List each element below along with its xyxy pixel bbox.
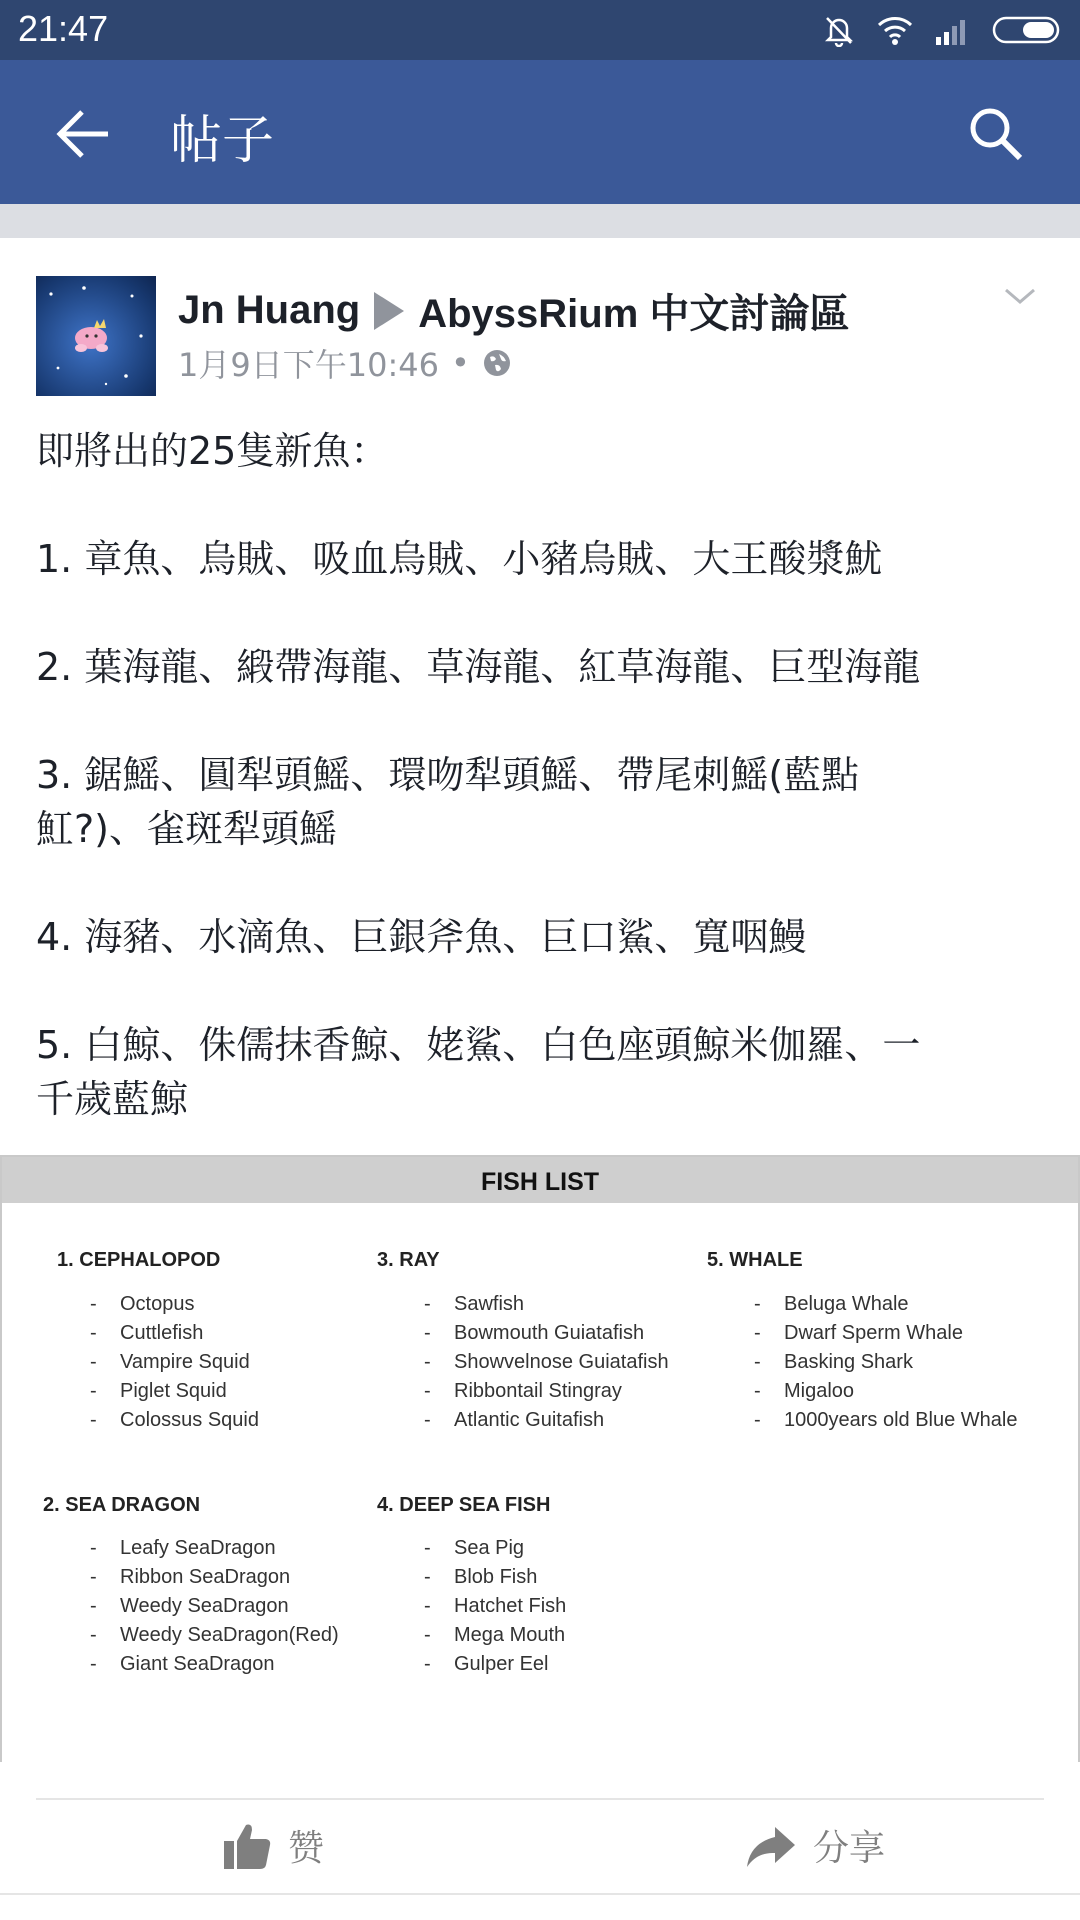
fish-item: - Ribbontail Stingray: [424, 1377, 669, 1406]
fish-item: - Mega Mouth: [424, 1621, 566, 1650]
category-number: 5.: [707, 1249, 724, 1271]
fish-item: - Gulper Eel: [424, 1650, 566, 1679]
fish-item: - Cuttlefish: [90, 1319, 259, 1348]
category-number: 1.: [57, 1249, 74, 1271]
post-timestamp[interactable]: 1月9日下午10:46: [178, 346, 439, 384]
post-intro: 即將出的25隻新魚：: [36, 429, 389, 473]
fish-category-list: [90, 1290, 259, 1435]
fish-item: - Atlantic Guitafish: [424, 1406, 669, 1435]
app-bar: [0, 60, 1080, 204]
post-meta: [178, 340, 512, 386]
post-line: 魟?)、雀斑犁頭鰩: [36, 807, 337, 851]
fish-category-heading: [707, 1249, 803, 1272]
fish-item: - Blob Fish: [424, 1563, 566, 1592]
fish-item: - Octopus: [90, 1290, 259, 1319]
category-name: SEA DRAGON: [65, 1494, 201, 1516]
fish-category-heading: [57, 1249, 220, 1272]
post-line: 4. 海豬、水滴魚、巨銀斧魚、巨口鯊、寬咽鰻: [36, 915, 807, 959]
fish-item: - Sawfish: [424, 1290, 669, 1319]
fish-category-list: [754, 1290, 1017, 1435]
post-action-bar: [0, 1800, 1080, 1895]
feed-separator: [0, 204, 1080, 238]
post-image-fish-list[interactable]: [0, 1155, 1080, 1762]
category-name: RAY: [399, 1249, 440, 1271]
fish-item: - Colossus Squid: [90, 1406, 259, 1435]
fish-item: - Beluga Whale: [754, 1290, 1017, 1319]
avatar-image: [36, 276, 156, 396]
bell-off-icon: [822, 13, 856, 47]
thumbs-up-icon: [222, 1821, 272, 1871]
status-bar: [0, 0, 1080, 60]
fish-item: - Leafy SeaDragon: [90, 1534, 339, 1563]
like-button[interactable]: [222, 1820, 324, 1871]
fish-item: - Hatchet Fish: [424, 1592, 566, 1621]
battery-icon: [992, 13, 1064, 47]
post-line: 千歲藍鯨: [36, 1077, 189, 1121]
globe-icon: [482, 348, 512, 378]
share-arrow-icon: [745, 1823, 797, 1869]
group-name[interactable]: AbyssRium 中文討論區: [418, 292, 850, 336]
bottom-divider: [0, 1893, 1080, 1895]
wifi-icon: [876, 13, 914, 47]
share-label: 分享: [813, 1828, 886, 1869]
fish-item: - 1000years old Blue Whale: [754, 1406, 1017, 1435]
chevron-down-icon[interactable]: [1000, 282, 1040, 312]
avatar[interactable]: [36, 276, 156, 396]
category-number: 4.: [377, 1494, 394, 1516]
post-line: 2. 葉海龍、緞帶海龍、草海龍、紅草海龍、巨型海龍: [36, 645, 921, 689]
fish-item: - Giant SeaDragon: [90, 1650, 339, 1679]
fish-item: - Piglet Squid: [90, 1377, 259, 1406]
back-arrow-icon[interactable]: [52, 102, 116, 166]
category-name: DEEP SEA FISH: [399, 1494, 551, 1516]
fish-category-heading: [377, 1494, 550, 1517]
fish-item: - Dwarf Sperm Whale: [754, 1319, 1017, 1348]
shared-to-arrow-icon: [374, 292, 404, 330]
fish-item: - Basking Shark: [754, 1348, 1017, 1377]
fish-item: - Weedy SeaDragon(Red): [90, 1621, 339, 1650]
fish-category-list: [424, 1534, 566, 1679]
post-line: 3. 鋸鰩、圓犁頭鰩、環吻犁頭鰩、帶尾刺鰩(藍點: [36, 753, 860, 797]
post-line: 1. 章魚、烏賊、吸血烏賊、小豬烏賊、大王酸漿魷: [36, 537, 883, 581]
author-name[interactable]: Jn Huang: [178, 288, 361, 332]
fish-item: - Weedy SeaDragon: [90, 1592, 339, 1621]
fish-item: - Sea Pig: [424, 1534, 566, 1563]
fish-category-heading: [377, 1249, 440, 1272]
category-number: 2.: [43, 1494, 60, 1516]
signal-icon: [934, 13, 972, 47]
fish-category-list: [90, 1534, 339, 1679]
post-header: [0, 238, 1080, 398]
fish-item: - Migaloo: [754, 1377, 1017, 1406]
category-name: CEPHALOPOD: [79, 1249, 221, 1271]
post-text: [36, 424, 1046, 1126]
page-title: 帖子: [170, 111, 275, 171]
fish-list-title: FISH LIST: [2, 1157, 1078, 1203]
fish-item: - Showvelnose Guiatafish: [424, 1348, 669, 1377]
status-time: 21:47: [18, 8, 109, 49]
like-label: 赞: [288, 1828, 325, 1869]
search-icon[interactable]: [964, 102, 1028, 166]
fish-item: - Ribbon SeaDragon: [90, 1563, 339, 1592]
fish-category-list: [424, 1290, 669, 1435]
fish-category-heading: [43, 1494, 200, 1517]
category-number: 3.: [377, 1249, 394, 1271]
fish-item: - Bowmouth Guiatafish: [424, 1319, 669, 1348]
category-name: WHALE: [729, 1249, 803, 1271]
share-button[interactable]: [745, 1820, 885, 1871]
meta-separator: •: [450, 344, 470, 382]
status-icons: [822, 10, 1064, 50]
post-line: 5. 白鯨、侏儒抹香鯨、姥鯊、白色座頭鯨米伽羅、一: [36, 1023, 921, 1067]
fish-item: - Vampire Squid: [90, 1348, 259, 1377]
post-author-line: [178, 282, 849, 339]
